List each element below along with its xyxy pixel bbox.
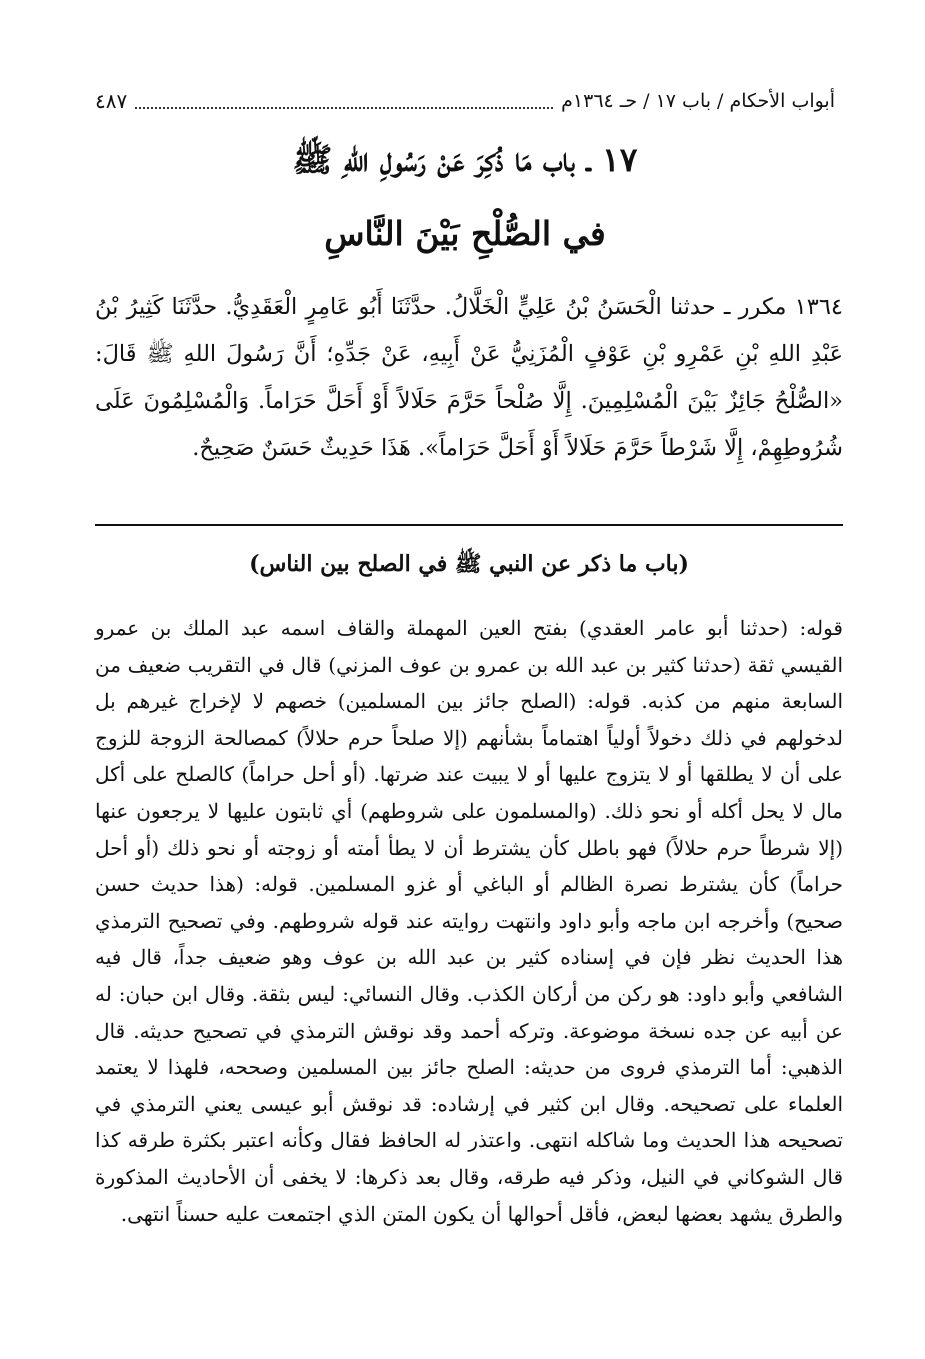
hadith-text: ١٣٦٤ مكرر ـ حدثنا الْحَسَنُ بْنُ عَلِيٍّ الْخَلَّالُ. حدَّثَنَا أَبُو عَامِرٍ الْعَقَدِيُّ. حدَّثَنَا كَثِيرُ بْنُ عَبْدِ اللهِ بْنِ عَمْرِو بْنِ عَوْفٍ الْمُزَنِيُّ عَنْ أَبِيهِ، عَنْ جَدِّهِ؛ أَنَّ رَسُولَ اللهِ ﷺ قَالَ: «الصُّلْحُ جَائِزٌ بَيْنَ الْمُسْلِمِينَ. إِلَّا صُلْحاً حَرَّمَ حَلَالاً أَوْ أَحَلَّ حَرَاماً. وَالْمُسْلِمُونَ عَلَى شُرُوطِهِمْ، إِلَّا شَرْطاً حَرَّمَ حَلَالاً أَوْ أَحَلَّ حَرَاماً». هَذَا حَدِيثٌ حَسَنٌ صَحِيحٌ. [95,294,843,461]
dotted-leader [135,93,553,109]
hadith-block [95,284,843,472]
commentary-title: (باب ما ذكر عن النبي ﷺ في الصلح بين الناس) [249,551,689,577]
page-number: ٤٨٧ [95,89,128,113]
commentary-text: قوله: (حدثنا أبو عامر العقدي) بفتح العين المهملة والقاف اسمه عبد الملك بن عمرو القيسي ثقة (حدثنا كثير بن عبد الله بن عمرو بن عوف المزني) قال في التقريب ضعيف من السابعة منهم من كذبه. قوله: (الصلح جائز بين المسلمين) خصهم لا لإخراج غيرهم بل لدخولهم في ذلك دخولاً أولياً اهتماماً بشأنهم (إلا صلحاً حرم حلالاً) كمصالحة الزوجة للزوج على أن لا يطلقها أو لا يتزوج عليها أو لا يبيت عند ضرتها. (أو أحل حراماً) كالصلح على أكل مال لا يحل أكله أو نحو ذلك. (والمسلمون على شروطهم) أي ثابتون عليها لا يرجعون عنها (إلا شرطاً حرم حلالاً) فهو باطل كأن يشترط أن لا يطأ أمته أو زوجته أو نحو ذلك (أو أحل حراماً) كأن يشترط نصرة الظالم أو الباغي أو غزو المسلمين. قوله: (هذا حديث حسن صحيح) وأخرجه ابن ماجه وأبو داود وانتهت روايته عند قوله شروطهم. وفي تصحيح الترمذي هذا الحديث نظر فإن في إسناده كثير بن عبد الله بن عوف وهو ضعيف جداً، قال فيه الشافعي وأبو داود: هو ركن من أركان الكذب. وقال النسائي: ليس بثقة. وقال ابن حبان: له عن أبيه عن جده نسخة موضوعة. وتركه أحمد وقد نوقش الترمذي في تصحيح حديثه. قال الذهبي: أما الترمذي فروى من حديثه: الصلح جائز بين المسلمين وصححه، فلهذا لا يعتمد العلماء على تصحيحه. وقال ابن كثير في إرشاده: قد نوقش أبو عيسى يعني الترمذي في تصحيحه هذا الحديث وما شاكله انتهى. واعتذر له الحافظ فقال وكأنه اعتبر بكثرة طرقه كذا قال الشوكاني في النيل، وذكر فيه طرقه، وقال بعد ذكرها: لا يخفى أن الأحاديث المذكورة والطرق يشهد بعضها لبعض، فأقل أحوالها أن يكون المتن الذي اجتمعت عليه حسناً انتهى. [95,616,843,1226]
section-divider [95,524,843,526]
chapter-title-line-2: في الصُّلْحِ بَيْنَ النَّاسِ [324,214,606,253]
running-header [95,84,835,118]
commentary-block [95,610,843,1232]
chapter-title-line-1: ١٧ ـ باب مَا ذُكِرَ عَنْ رَسُولِ اللهِ ﷺ [292,140,638,179]
running-header-title: أبواب الأحكام / باب ١٧ / حـ ١٣٦٤م [561,90,835,112]
